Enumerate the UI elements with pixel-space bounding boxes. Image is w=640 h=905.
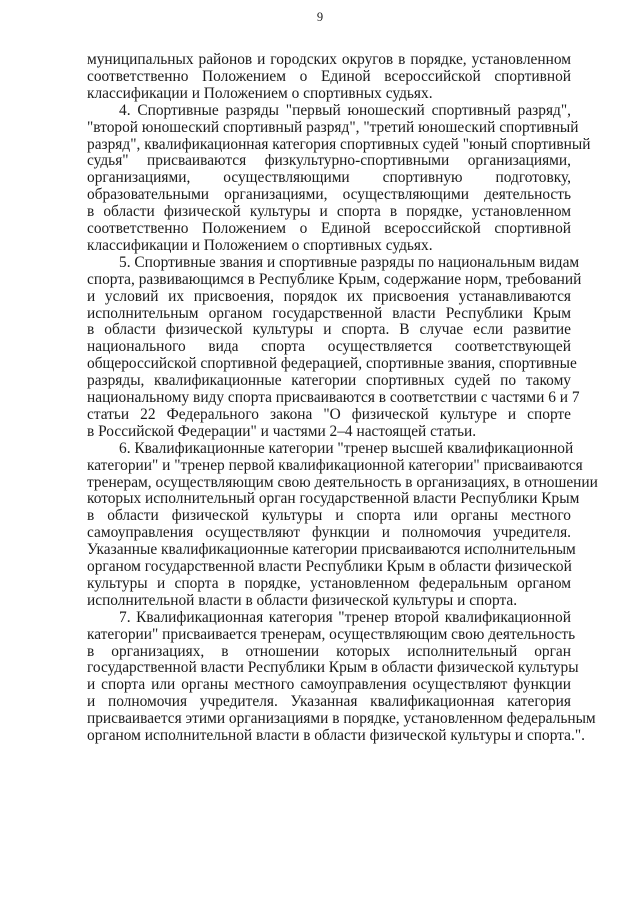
- text-line: "второй юношеский спортивный разряд", "третий юношеский спортивный: [87, 118, 579, 136]
- text-line: и условий их присвоения, порядок их присвоения устанавливаются: [87, 287, 571, 305]
- text-line: 7. Квалификационная категория "тренер второй квалификационной: [119, 608, 571, 626]
- text-line: категории" и "тренер первой квалификационной категории" присваиваются: [87, 456, 583, 474]
- text-line: 4. Спортивные разряды "первый юношеский спортивный разряд",: [119, 101, 571, 119]
- text-line: статьи 22 Федерального закона "О физической культуре и спорте: [87, 405, 571, 423]
- text-line: и полномочия учредителя. Указанная квалификационная категория: [87, 693, 571, 711]
- text-line: в области физической культуры и спорта или органы местного: [87, 507, 571, 525]
- text-line: организациями, осуществляющими спортивную подготовку,: [87, 169, 571, 187]
- text-line: самоуправления осуществляют функции и полномочия учредителя.: [87, 524, 571, 542]
- text-line: присваивается этими организациями в порядке, установленном федеральным: [87, 710, 596, 728]
- text-line: разряд", квалификационная категория спортивных судей "юный спортивный: [87, 135, 591, 153]
- text-line: культуры и спорта в порядке, установленном федеральным органом: [87, 574, 571, 592]
- text-line: соответственно Положением о Единой всероссийской спортивной: [87, 220, 571, 237]
- text-line: судья" присваиваются физкультурно-спортивными организациями,: [87, 152, 571, 170]
- text-line: классификации и Положением о спортивных судьях.: [87, 84, 433, 102]
- text-line: государственной власти Республики Крым в области физической культуры: [87, 659, 579, 677]
- text-line: 6. Квалификационные категории "тренер высшей квалификационной: [119, 439, 574, 457]
- text-line: 5. Спортивные звания и спортивные разряды по национальным видам: [119, 253, 580, 271]
- text-line: исполнительной власти в области физической культуры и спорта.: [87, 591, 518, 609]
- text-line: Указанные квалификационные категории присваиваются исполнительным: [87, 541, 576, 559]
- text-line: категории" присваивается тренерам, осуществляющим свою деятельность: [87, 625, 576, 643]
- text-line: которых исполнительный орган государственной власти Республики Крым: [87, 490, 580, 508]
- text-line: общероссийской спортивной федерацией, спортивные звания, спортивные: [87, 355, 577, 373]
- text-line: классификации и Положением о спортивных судьях.: [87, 236, 433, 254]
- text-line: национальному виду спорта присваиваются в соответствии с частями 6 и 7: [87, 389, 580, 406]
- text-line: тренерам, осуществляющим свою деятельность в организациях, в отношении: [87, 473, 598, 491]
- text-line: исполнительным органом государственной власти Республики Крым: [87, 304, 571, 322]
- text-line: муниципальных районов и городских округов в порядке, установленном: [87, 51, 571, 68]
- page-number: 9: [316, 10, 324, 24]
- text-line: образовательными организациями, осуществляющими деятельность: [87, 186, 571, 204]
- text-line: соответственно Положением о Единой всероссийской спортивной: [87, 67, 571, 85]
- text-line: органом исполнительной власти в области физической культуры и спорта.".: [87, 727, 585, 744]
- text-line: в области физической культуры и спорта. В случае если развитие: [87, 321, 571, 339]
- text-line: и спорта или органы местного самоуправления осуществляют функции: [87, 676, 571, 694]
- text-line: спорта, развивающимся в Республике Крым, содержание норм, требований: [87, 270, 582, 288]
- text-line: органом государственной власти Республики Крым в области физической: [87, 558, 572, 575]
- text-line: в организациях, в отношении которых исполнительный орган: [87, 642, 571, 660]
- text-line: в Российской Федерации" и частями 2–4 настоящей статьи.: [87, 422, 477, 440]
- text-line: в области физической культуры и спорта в порядке, установленном: [87, 203, 571, 221]
- text-line: разряды, квалификационные категории спортивных судей по такому: [87, 372, 571, 390]
- text-line: национального вида спорта осуществляется соответствующей: [87, 338, 571, 356]
